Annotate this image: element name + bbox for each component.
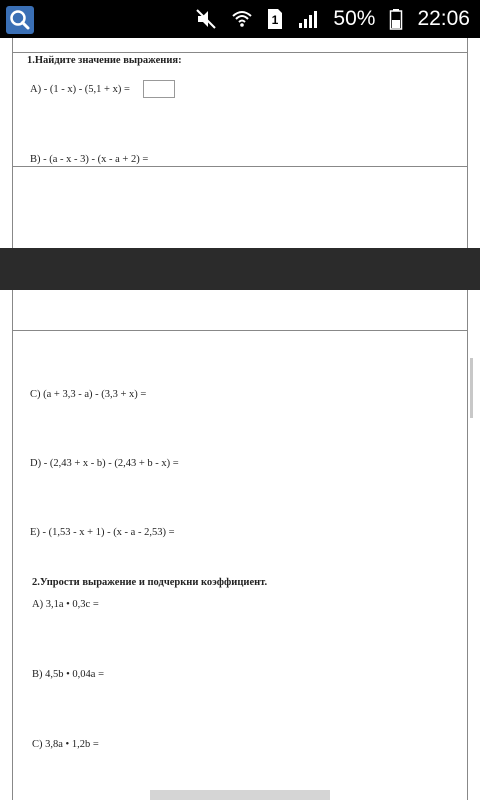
answer-box[interactable] <box>143 80 175 98</box>
task1-title: 1.Найдите значение выражения: <box>27 55 182 66</box>
wifi-icon <box>231 8 253 30</box>
task1-item-c: C) (a + 3,3 - a) - (3,3 + x) = <box>30 389 147 400</box>
mute-icon <box>195 8 217 30</box>
status-bar <box>0 0 480 38</box>
battery-percent: 50% <box>333 7 376 30</box>
bottom-handle[interactable] <box>150 790 330 800</box>
scrollbar-thumb[interactable] <box>470 358 473 418</box>
page-border-right-top <box>467 38 468 248</box>
task1-item-b: B) - (a - x - 3) - (x - a + 2) = <box>30 154 149 165</box>
page-separator <box>0 248 480 290</box>
page-border-right-bottom <box>467 290 468 800</box>
clock: 22:06 <box>417 7 470 30</box>
document-page[interactable] <box>12 38 468 800</box>
sim-icon <box>267 8 283 30</box>
task1-item-d: D) - (2,43 + x - b) - (2,43 + b - x) = <box>30 458 179 469</box>
task2-item-b: B) 4,5b • 0,04a = <box>32 669 105 680</box>
page-rule-2 <box>12 330 468 331</box>
task2-item-c: C) 3,8a • 1,2b = <box>32 739 99 750</box>
task1-item-a: A) - (1 - x) - (5,1 + x) = <box>30 84 130 95</box>
page-rule-1 <box>12 166 468 167</box>
task2-item-a: A) 3,1a • 0,3c = <box>32 599 99 610</box>
task1-item-e: E) - (1,53 - x + 1) - (x - a - 2,53) = <box>30 527 175 538</box>
page-border-left-top <box>12 38 13 248</box>
search-icon[interactable] <box>6 6 34 34</box>
page-top-rule <box>12 52 468 53</box>
signal-icon <box>297 8 319 30</box>
task2-title: 2.Упрости выражение и подчеркни коэффициент. <box>32 577 268 588</box>
sim-slot-label: 1 <box>272 13 279 27</box>
battery-icon <box>389 8 403 30</box>
scrollbar[interactable] <box>468 38 480 800</box>
page-border-left-bottom <box>12 290 13 800</box>
